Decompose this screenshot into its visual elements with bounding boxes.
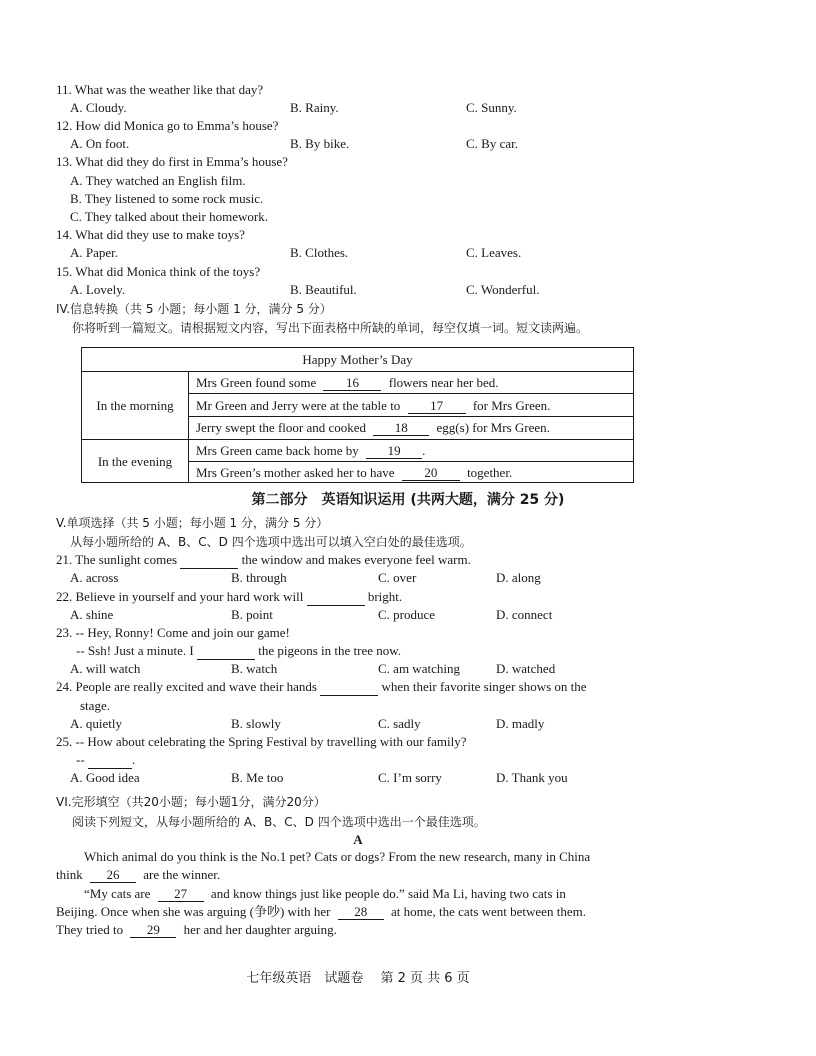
passage-line xyxy=(84,886,566,902)
section-4-instruction: 你将听到一篇短文。请根据短文内容，写出下面表格中所缺的单词，每空仅填一词。短文读两遍。 xyxy=(72,321,589,335)
q24-option-c: C. sadly xyxy=(378,716,421,731)
answer-blank-24[interactable] xyxy=(320,679,378,696)
question-15: 15. What did Monica think of the toys? xyxy=(56,264,261,279)
morning-label: In the morning xyxy=(96,398,174,413)
q25-option-a: A. Good idea xyxy=(70,770,140,785)
q12-option-a: A. On foot. xyxy=(70,136,130,151)
q13-option-c: C. They talked about their homework. xyxy=(70,209,268,224)
question-text: the pigeons in the tree now. xyxy=(258,643,402,658)
blank-18[interactable]: 18 xyxy=(373,421,429,436)
question-14: 14. What did they use to make toys? xyxy=(56,227,245,242)
row-text: Mrs Green came back home by xyxy=(196,443,359,458)
question-text: 22. Believe in yourself and your hard work will xyxy=(56,589,304,604)
q21-option-a: A. across xyxy=(70,570,119,585)
question-22 xyxy=(56,589,402,606)
table-divider xyxy=(188,416,633,417)
question-12: 12. How did Monica go to Emma’s house? xyxy=(56,118,279,133)
q13-option-b: B. They listened to some rock music. xyxy=(70,191,264,206)
q21-option-b: B. through xyxy=(231,570,287,585)
question-23-reply xyxy=(76,643,401,660)
question-24-continued: stage. xyxy=(80,698,110,713)
question-13: 13. What did they do first in Emma’s house? xyxy=(56,154,288,169)
question-text: bright. xyxy=(367,589,403,604)
blank-29[interactable]: 29 xyxy=(130,923,176,938)
section-4-heading: IV.信息转换（共 5 小题；每小题 1 分，满分 5 分） xyxy=(56,302,332,316)
q15-option-c: C. Wonderful. xyxy=(466,282,540,297)
page-footer: 七年级英语 试题卷 第 2 页 共 6 页 xyxy=(246,971,470,986)
table-row xyxy=(196,398,550,414)
question-text: . xyxy=(131,752,136,767)
passage-label: A xyxy=(353,832,363,847)
question-25: 25. -- How about celebrating the Spring Festival by travelling with our family? xyxy=(56,734,467,749)
table-row xyxy=(196,420,550,436)
row-text: together. xyxy=(467,465,513,480)
q23-option-c: C. am watching xyxy=(378,661,460,676)
q14-option-c: C. Leaves. xyxy=(466,245,522,260)
evening-label: In the evening xyxy=(97,454,173,469)
question-text: 24. People are really excited and wave their hands xyxy=(56,679,317,694)
passage-text: Beijing. Once when she was arguing (争吵) with her xyxy=(56,904,331,919)
passage-text: her and her daughter arguing. xyxy=(183,922,337,937)
question-text: the window and makes everyone feel warm. xyxy=(241,552,471,567)
section-5-heading: V.单项选择（共 5 小题；每小题 1 分，满分 5 分） xyxy=(56,516,329,530)
blank-19[interactable]: 19 xyxy=(366,444,422,459)
passage-line: Which animal do you think is the No.1 pet? Cats or dogs? From the new research, many in China xyxy=(84,849,591,864)
blank-27[interactable]: 27 xyxy=(158,887,204,902)
blank-17[interactable]: 17 xyxy=(408,399,466,414)
question-text: when their favorite singer shows on the xyxy=(381,679,587,694)
q25-option-c: C. I’m sorry xyxy=(378,770,442,785)
row-text: Jerry swept the floor and cooked xyxy=(196,420,367,435)
row-text: flowers near her bed. xyxy=(388,375,499,390)
section-6-heading: VI.完形填空（共20小题；每小题1分，满分20分） xyxy=(56,795,326,809)
passage-text: at home, the cats went between them. xyxy=(391,904,586,919)
row-text: Mr Green and Jerry were at the table to xyxy=(196,398,401,413)
q21-option-c: C. over xyxy=(378,570,417,585)
q23-option-d: D. watched xyxy=(496,661,556,676)
q15-option-b: B. Beautiful. xyxy=(290,282,357,297)
answer-blank-23[interactable] xyxy=(197,643,255,660)
q14-option-a: A. Paper. xyxy=(70,245,119,260)
question-text: 21. The sunlight comes xyxy=(56,552,178,567)
question-21 xyxy=(56,552,471,569)
passage-text: “My cats are xyxy=(84,886,151,901)
answer-blank-22[interactable] xyxy=(307,589,365,606)
blank-26[interactable]: 26 xyxy=(90,868,136,883)
q13-option-a: A. They watched an English film. xyxy=(70,173,246,188)
table-divider xyxy=(188,371,189,482)
question-24 xyxy=(56,679,587,696)
blank-28[interactable]: 28 xyxy=(338,905,384,920)
table-divider xyxy=(188,393,633,394)
q12-option-b: B. By bike. xyxy=(290,136,350,151)
question-11: 11. What was the weather like that day? xyxy=(56,82,264,97)
q14-option-b: B. Clothes. xyxy=(290,245,349,260)
table-divider xyxy=(82,439,633,440)
table-row xyxy=(196,443,425,459)
passage-line xyxy=(56,904,586,920)
question-25-reply xyxy=(76,752,135,769)
q11-option-c: C. Sunny. xyxy=(466,100,517,115)
q25-option-b: B. Me too xyxy=(231,770,284,785)
q24-option-b: B. slowly xyxy=(231,716,281,731)
row-text: Mrs Green found some xyxy=(196,375,317,390)
q23-option-a: A. will watch xyxy=(70,661,141,676)
question-text: -- Ssh! Just a minute. I xyxy=(76,643,194,658)
passage-line xyxy=(56,922,337,938)
q22-option-a: A. shine xyxy=(70,607,114,622)
info-table xyxy=(81,347,634,483)
table-title: Happy Mother’s Day xyxy=(302,352,413,367)
q25-option-d: D. Thank you xyxy=(496,770,568,785)
part-2-title: 第二部分 英语知识运用 (共两大题，满分 25 分) xyxy=(251,492,565,508)
question-text: -- xyxy=(76,752,85,767)
table-divider xyxy=(188,461,633,462)
table-row xyxy=(196,465,512,481)
q24-option-a: A. quietly xyxy=(70,716,122,731)
passage-text: are the winner. xyxy=(143,867,221,882)
q15-option-a: A. Lovely. xyxy=(70,282,126,297)
row-text: Mrs Green’s mother asked her to have xyxy=(196,465,395,480)
section-6-instruction: 阅读下列短文，从每小题所给的 A、B、C、D 四个选项中选出一个最佳选项。 xyxy=(72,815,486,829)
q23-option-b: B. watch xyxy=(231,661,278,676)
passage-text: They tried to xyxy=(56,922,124,937)
row-text: for Mrs Green. xyxy=(472,398,551,413)
q12-option-c: C. By car. xyxy=(466,136,518,151)
passage-text: think xyxy=(56,867,83,882)
blank-20[interactable]: 20 xyxy=(402,466,460,481)
table-row xyxy=(196,375,498,391)
q11-option-a: A. Cloudy. xyxy=(70,100,127,115)
question-23: 23. -- Hey, Ronny! Come and join our game! xyxy=(56,625,290,640)
q22-option-c: C. produce xyxy=(378,607,436,622)
passage-text: and know things just like people do.” said Ma Li, having two cats in xyxy=(210,886,566,901)
row-text: egg(s) for Mrs Green. xyxy=(436,420,550,435)
q11-option-b: B. Rainy. xyxy=(290,100,339,115)
q21-option-d: D. along xyxy=(496,570,541,585)
q24-option-d: D. madly xyxy=(496,716,545,731)
answer-blank-25[interactable] xyxy=(88,752,132,769)
table-divider xyxy=(82,371,633,372)
q22-option-d: D. connect xyxy=(496,607,553,622)
row-text: . xyxy=(422,443,426,458)
blank-16[interactable]: 16 xyxy=(323,376,381,391)
answer-blank-21[interactable] xyxy=(180,552,238,569)
passage-line xyxy=(56,867,220,883)
q22-option-b: B. point xyxy=(231,607,273,622)
section-5-instruction: 从每小题所给的 A、B、C、D 四个选项中选出可以填入空白处的最佳选项。 xyxy=(70,535,472,549)
